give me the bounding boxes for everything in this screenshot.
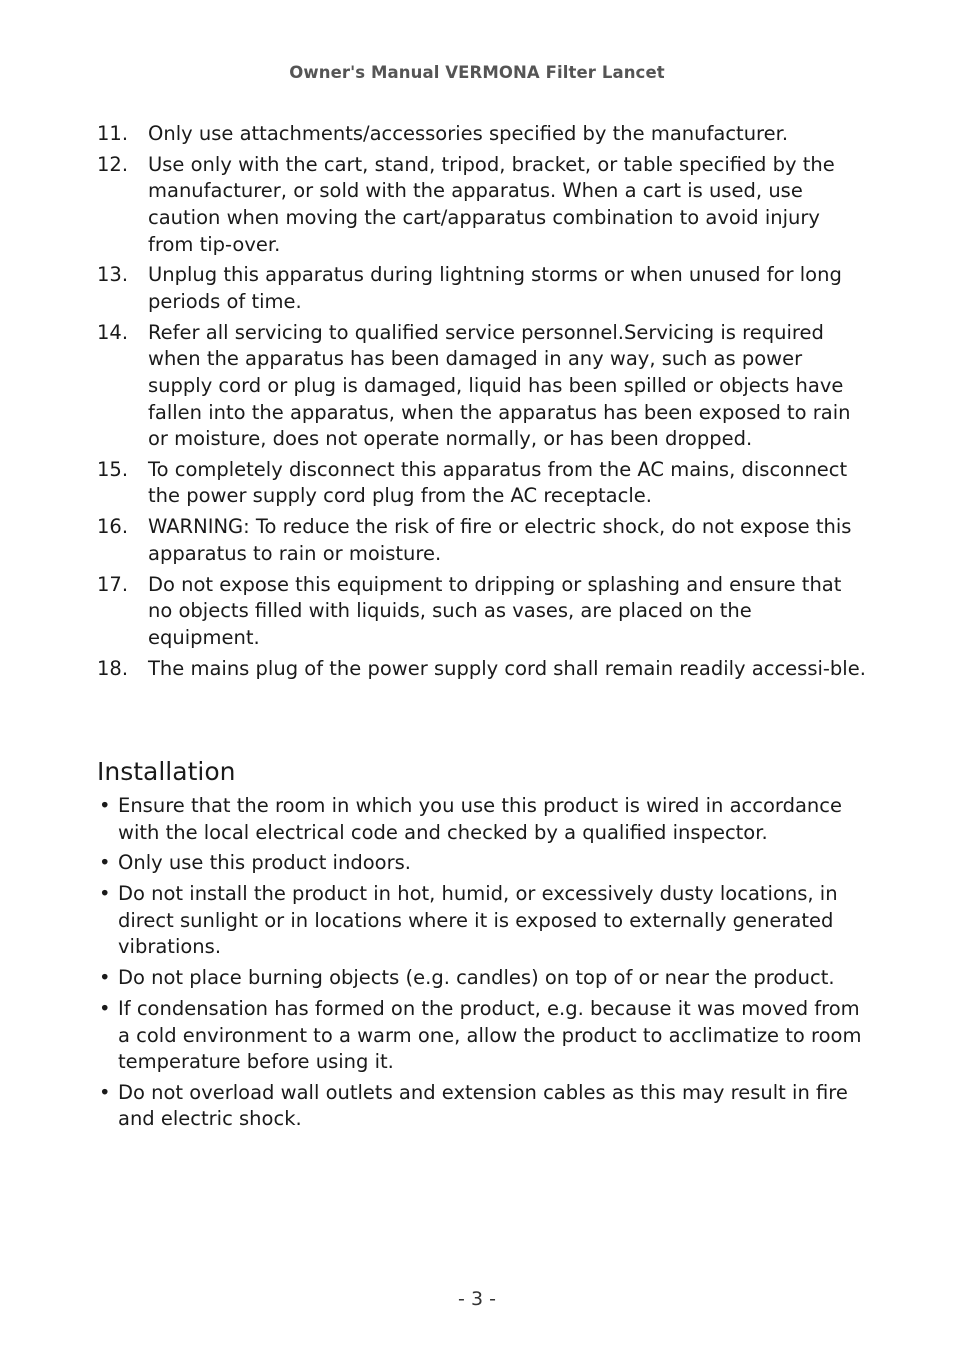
list-item — [97, 965, 867, 992]
list-item — [97, 152, 867, 258]
item-number: 14. — [97, 320, 129, 344]
item-number: 13. — [97, 263, 129, 287]
bullet-icon: • — [99, 996, 111, 1020]
item-text: WARNING: To reduce the risk of fire or electric shock, do not expose this apparatus to rain or moisture. — [148, 515, 852, 565]
item-number: 16. — [97, 515, 129, 539]
item-text: Do not overload wall outlets and extension cables as this may result in fire and electric shock. — [118, 1080, 848, 1131]
item-text: Only use this product indoors. — [118, 851, 411, 875]
list-item — [97, 572, 867, 652]
item-text: The mains plug of the power supply cord shall remain readily accessi-ble. — [148, 656, 866, 680]
list-item — [97, 457, 867, 510]
item-number: 15. — [97, 457, 129, 481]
item-text: Only use attachments/accessories specified by the manufacturer. — [148, 122, 789, 145]
item-text: Unplug this apparatus during lightning storms or when unused for long periods of time. — [148, 263, 842, 313]
item-text: Ensure that the room in which you use this product is wired in accordance with the local electrical code and checked by a qualified inspector. — [118, 794, 843, 844]
list-item — [97, 262, 867, 315]
list-item — [97, 996, 867, 1076]
item-number: 12. — [97, 152, 129, 176]
bullet-icon: • — [99, 794, 111, 817]
installation-heading: Installation — [97, 757, 236, 786]
list-item — [97, 656, 867, 683]
bullet-icon: • — [99, 882, 111, 906]
list-item — [97, 514, 867, 567]
item-number: 11. — [97, 122, 129, 145]
list-item — [97, 121, 867, 148]
item-text: Refer all servicing to qualified service personnel.Servicing is required when the apparatus has been damaged in any way, such as power supply cord or plug is damaged, liquid has been spilled or objects have fallen into the apparatus, when the apparatus has been exposed to rain or moisture, does not operate normally, or has been dropped. — [148, 320, 851, 451]
installation-list — [97, 793, 867, 1137]
list-item — [97, 320, 867, 453]
list-item — [97, 1080, 867, 1133]
list-item — [97, 793, 867, 846]
list-item — [97, 850, 867, 877]
item-number: 18. — [97, 656, 129, 680]
item-text: If condensation has formed on the product, e.g. because it was moved from a cold environment to a warm one, allow the product to acclimatize to room temperature before using it. — [118, 996, 862, 1074]
bullet-icon: • — [99, 966, 111, 990]
bullet-icon: • — [99, 851, 111, 875]
safety-instructions-list — [97, 121, 867, 686]
bullet-icon: • — [99, 1080, 111, 1104]
page-number: - 3 - — [458, 1288, 496, 1310]
item-text: Do not place burning objects (e.g. candles) on top of or near the product. — [118, 966, 835, 990]
item-text: Do not expose this equipment to dripping or splashing and ensure that no objects filled with liquids, such as vases, are placed on the equipment. — [148, 572, 842, 649]
list-item — [97, 881, 867, 961]
item-text: Do not install the product in hot, humid, or excessively dusty locations, in direct sunlight or in locations where it is exposed to externally generated vibrations. — [118, 882, 838, 959]
item-number: 17. — [97, 572, 129, 596]
running-header: Owner's Manual VERMONA Filter Lancet — [289, 63, 665, 82]
item-text: To completely disconnect this apparatus from the AC mains, disconnect the power supply cord plug from the AC receptacle. — [148, 457, 848, 508]
item-text: Use only with the cart, stand, tripod, bracket, or table specified by the manufacturer, or sold with the apparatus. When a cart is used, use caution when moving the cart/apparatus combination to avoid injury from tip-over. — [148, 152, 835, 256]
